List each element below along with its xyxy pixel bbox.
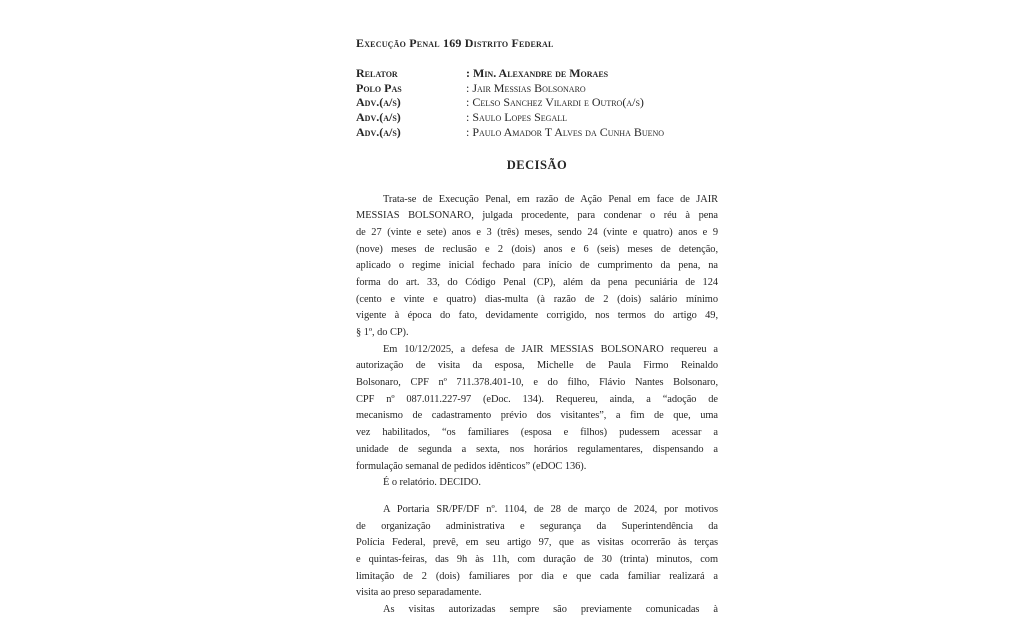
decision-document xyxy=(356,36,718,619)
text-line: Bolsonaro, CPF nº 711.378.401-10, e do filho, Flávio Nantes Bolsonaro, xyxy=(356,377,718,389)
section-heading: DECISÃO xyxy=(506,157,568,172)
header-row-relator xyxy=(356,66,718,81)
text-line: Em 10/12/2025, a defesa de JAIR MESSIAS BOLSONARO requereu a xyxy=(383,343,718,355)
text-line: unidade de segunda a sexta, nos horários regulamentares, dispensando a xyxy=(356,443,718,455)
paragraph-visit-request xyxy=(356,342,718,476)
header-value: : Celso Sanchez Vilardi e Outro(a/s) xyxy=(466,95,644,110)
paragraph-sentence-summary xyxy=(356,192,718,342)
text-line: limitação de 2 (dois) familiares por dia e que cada familiar realizará a xyxy=(356,570,718,582)
text-line: Polícia Federal, prevê, em seu artigo 97, que as visitas ocorrerão às terças xyxy=(356,537,718,549)
text-line: As visitas autorizadas sempre são previamente comunicadas à xyxy=(383,604,718,616)
text-line: vez habilitados, “os familiares (esposa e filhos) pudessem acessar a xyxy=(356,427,718,439)
text-line: de 27 (vinte e sete) anos e 3 (três) meses, sendo 24 (vinte e quatro) anos e 9 xyxy=(356,226,718,238)
case-header xyxy=(356,66,718,140)
text-line: visita ao preso separadamente. xyxy=(356,587,482,599)
header-label: Adv.(a/s) xyxy=(356,110,401,125)
header-label: Relator xyxy=(356,66,398,80)
paragraph-decido xyxy=(356,475,718,492)
text-line: vigente à época do fato, devidamente corrigido, nos termos do artigo 49, xyxy=(356,310,718,322)
text-line: É o relatório. DECIDO. xyxy=(383,477,481,489)
paragraph-portaria xyxy=(356,502,718,602)
header-value: : Min. Alexandre de Moraes xyxy=(466,66,609,80)
text-line: forma do art. 33, do Código Penal (CP), além da pena pecuniária de 124 xyxy=(356,276,718,288)
header-value: : Jair Messias Bolsonaro xyxy=(466,80,586,95)
text-line: (nove) meses de reclusão e 2 (dois) anos e 6 (seis) meses de detenção, xyxy=(356,243,718,255)
text-line: aplicado o regime inicial fechado para início de cumprimento da pena, na xyxy=(356,260,718,272)
header-value: : Saulo Lopes Segall xyxy=(466,110,568,125)
text-line: A Portaria SR/PF/DF nº. 1104, de 28 de março de 2024, por motivos xyxy=(383,503,718,515)
text-line: § 1º, do CP). xyxy=(356,327,409,339)
paragraph-visitas-autorizadas xyxy=(356,602,718,619)
text-line: autorização de visita da esposa, Michelle de Paula Firmo Reinaldo xyxy=(356,360,718,372)
text-line: CPF nº 087.011.227-97 (eDoc. 134). Requereu, ainda, a “adoção de xyxy=(356,393,718,405)
header-label: Polo Pas xyxy=(356,80,402,95)
text-line: de organização administrativa e segurança da Superintendência da xyxy=(356,520,718,532)
header-label: Adv.(a/s) xyxy=(356,95,401,110)
text-line: Trata-se de Execução Penal, em razão de Ação Penal em face de JAIR xyxy=(383,193,718,205)
text-line: formulação semanal de pedidos idênticos” (eDOC 136). xyxy=(356,460,587,472)
case-title: Execução Penal 169 Distrito Federal xyxy=(356,36,554,50)
text-line: e quintas-feiras, das 9h às 11h, com duração de 30 (trinta) minutos, com xyxy=(356,553,718,565)
header-row-adv-3 xyxy=(356,125,718,140)
header-row-polo-pas xyxy=(356,81,718,96)
header-row-adv-1 xyxy=(356,95,718,110)
header-label: Adv.(a/s) xyxy=(356,124,401,139)
header-value: : Paulo Amador T Alves da Cunha Bueno xyxy=(466,124,665,139)
text-line: (cento e vinte e quatro) dias-multa (à razão de 2 (dois) salário mínimo xyxy=(356,293,718,305)
text-line: MESSIAS BOLSONARO, julgada procedente, para condenar o réu à pena xyxy=(356,210,718,222)
text-line: mecanismo de cadastramento prévio dos visitantes”, a fim de que, uma xyxy=(356,410,718,422)
header-row-adv-2 xyxy=(356,110,718,125)
